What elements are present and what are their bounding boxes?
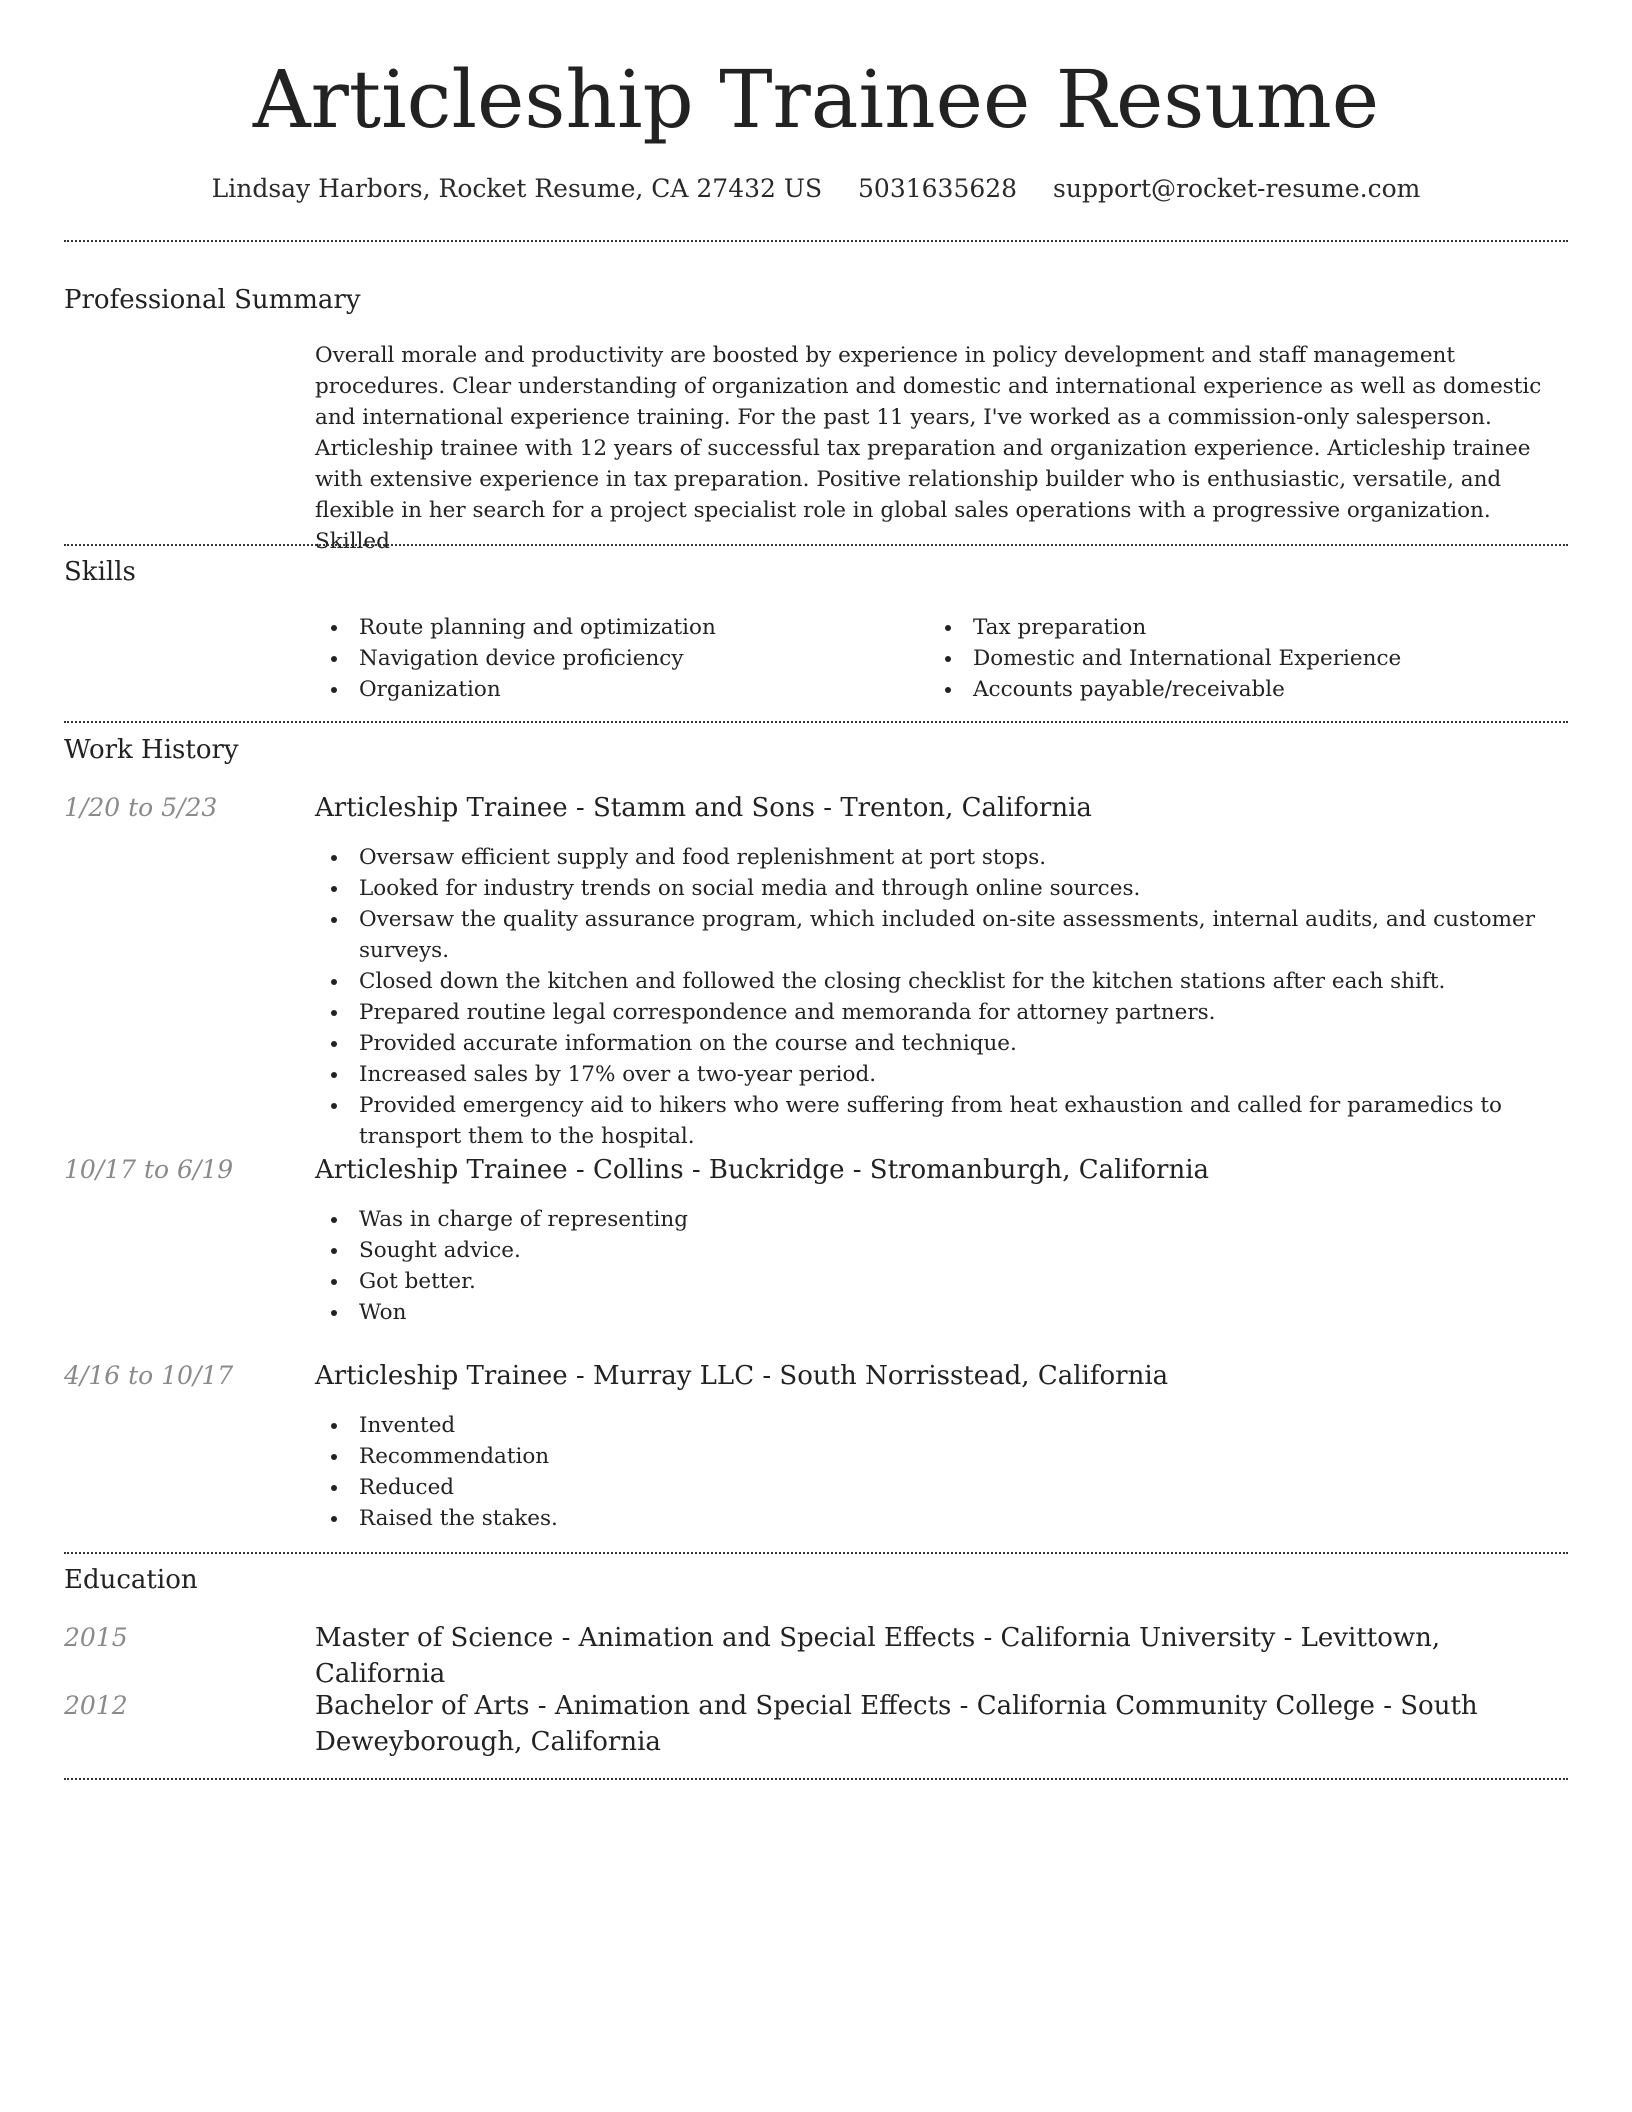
skills-heading: Skills [64, 557, 136, 587]
skill-item: Organization [315, 674, 931, 705]
skill-item: Route planning and optimization [315, 612, 931, 643]
job-bullets [315, 842, 1568, 1152]
job-bullet: Oversaw efficient supply and food replenishment at port stops. [315, 842, 1568, 873]
job-bullet: Provided accurate information on the course and technique. [315, 1028, 1568, 1059]
education-entry [315, 1688, 1568, 1760]
job-dates: 1/20 to 5/23 [64, 793, 218, 822]
education-heading: Education [64, 1565, 198, 1595]
job-bullets [315, 1204, 1568, 1328]
job-heading [315, 1358, 1568, 1394]
skill-item: Accounts payable/receivable [929, 674, 1545, 705]
education-degree: Master of Science - Animation and Special Effects [315, 1623, 976, 1653]
job-bullet: Closed down the kitchen and followed the closing checklist for the kitchen stations after each shift. [315, 966, 1568, 997]
job-bullet: Sought advice. [315, 1235, 1568, 1266]
job-dates: 10/17 to 6/19 [64, 1155, 234, 1184]
divider [64, 1778, 1568, 1780]
education-degree: Bachelor of Arts - Animation and Special Effects [315, 1691, 952, 1721]
job-bullet: Provided emergency aid to hikers who were suffering from heat exhaustion and called for paramedics to transport them to the hospital. [315, 1090, 1568, 1152]
skill-item: Navigation device proficiency [315, 643, 931, 674]
job-separator: - [575, 1361, 593, 1391]
divider [64, 544, 1568, 546]
job-bullet: Won [315, 1297, 1568, 1328]
education-year: 2012 [64, 1691, 128, 1720]
work-history-heading: Work History [64, 735, 239, 765]
job-heading [315, 1152, 1568, 1188]
education-entry [315, 1620, 1568, 1692]
job-title: Articleship Trainee [315, 793, 568, 823]
contact-line [64, 172, 1568, 206]
education-separator: - [959, 1691, 977, 1721]
job-bullet: Oversaw the quality assurance program, which included on-site assessments, internal audits, and customer surveys. [315, 904, 1568, 966]
summary-text: Overall morale and productivity are boosted by experience in policy development and staff management procedures. Clear understanding of organization and domestic and international experience as well as domestic and international experience training. For the past 11 years, I've worked as a commission-only salesperson. Articleship trainee with 12 years of successful tax preparation and organization experience. Articleship trainee with extensive experience in tax preparation. Positive relationship builder who is enthusiastic, versatile, and flexible in her search for a project specialist role in global sales operations with a progressive organization. Skilled [315, 343, 1542, 554]
education-school: California University - Levittown, California [315, 1623, 1441, 1689]
education-separator: - [983, 1623, 1001, 1653]
job-employer: Stamm and Sons - Trenton, California [592, 793, 1092, 823]
job-bullet: Increased sales by 17% over a two-year period. [315, 1059, 1568, 1090]
contact-address: Lindsay Harbors, Rocket Resume, CA 27432 US [211, 174, 823, 203]
divider [64, 721, 1568, 723]
job-heading [315, 790, 1568, 826]
skills-column-left [331, 612, 931, 705]
summary-heading: Professional Summary [64, 285, 361, 315]
job-employer: Collins - Buckridge - Stromanburgh, California [592, 1155, 1210, 1185]
skill-item: Domestic and International Experience [929, 643, 1545, 674]
job-separator: - [575, 1155, 593, 1185]
skills-column-right [945, 612, 1545, 705]
job-bullet: Looked for industry trends on social media and through online sources. [315, 873, 1568, 904]
job-dates: 4/16 to 10/17 [64, 1361, 234, 1390]
divider [64, 1552, 1568, 1554]
job-bullet: Raised the stakes. [315, 1503, 1568, 1534]
job-bullets [315, 1410, 1568, 1534]
education-school: California Community College - South Deweyborough, California [315, 1691, 1478, 1757]
resume-title: Articleship Trainee Resume [252, 53, 1380, 146]
divider [64, 240, 1568, 242]
job-bullet: Was in charge of representing [315, 1204, 1568, 1235]
job-bullet: Got better. [315, 1266, 1568, 1297]
skill-item: Tax preparation [929, 612, 1545, 643]
education-year: 2015 [64, 1623, 128, 1652]
job-bullet: Reduced [315, 1472, 1568, 1503]
job-bullet: Recommendation [315, 1441, 1568, 1472]
job-title: Articleship Trainee [315, 1155, 568, 1185]
job-bullet: Prepared routine legal correspondence and memoranda for attorney partners. [315, 997, 1568, 1028]
job-bullet: Invented [315, 1410, 1568, 1441]
contact-email: support@rocket-resume.com [1053, 174, 1421, 203]
job-title: Articleship Trainee [315, 1361, 568, 1391]
job-separator: - [575, 793, 593, 823]
job-employer: Murray LLC - South Norrisstead, California [592, 1361, 1169, 1391]
contact-phone: 5031635628 [858, 174, 1018, 203]
